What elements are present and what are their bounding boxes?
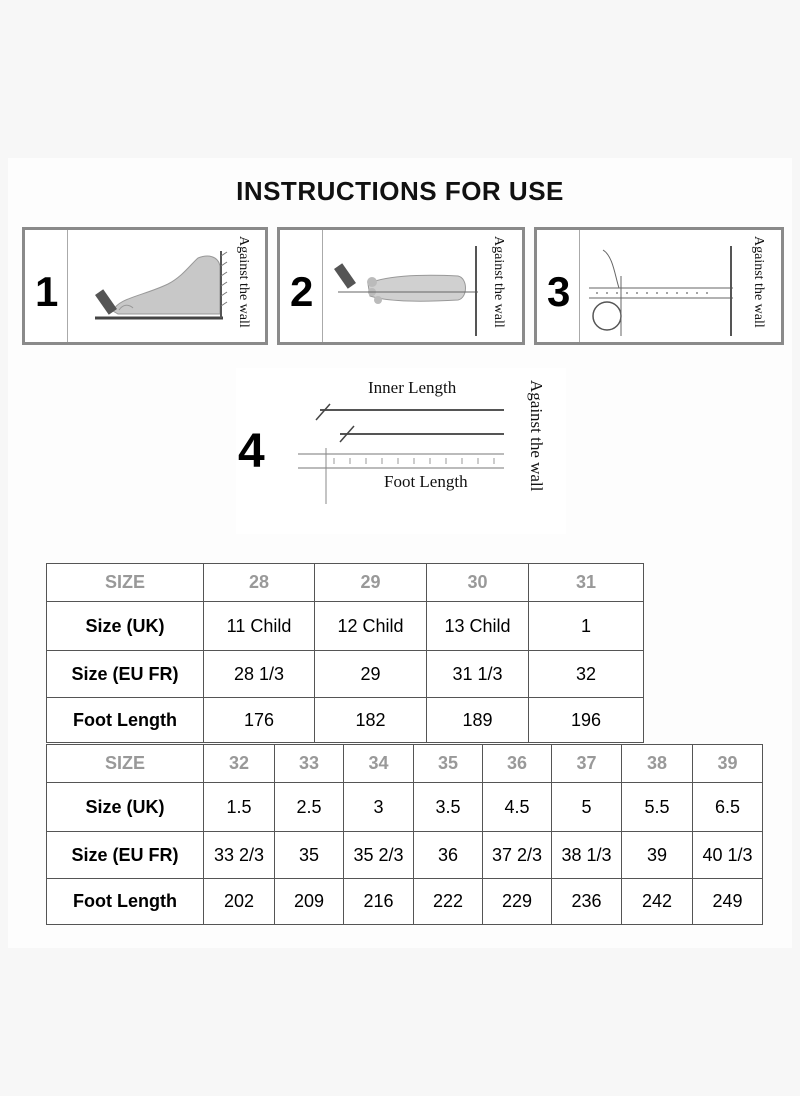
step-1-foot-illustration [73,236,243,340]
step-3-panel [534,227,784,345]
step-2-panel [277,227,525,345]
table-cell: 33 [275,745,344,783]
step-4-measure-illustration [290,396,510,506]
table-cell: 196 [529,698,644,743]
table-cell: 35 [414,745,483,783]
table-cell: 242 [622,879,693,925]
table-cell: 31 1/3 [427,651,529,698]
step-3-wall-label: Against the wall [751,236,766,328]
table-cell: 28 1/3 [204,651,315,698]
size-table-1 [46,563,644,743]
step-1-wall-label: Against the wall [236,236,251,328]
table-row [47,564,644,602]
table-cell: 36 [483,745,552,783]
table-cell: 29 [315,651,427,698]
inner-length-label: Inner Length [368,378,457,397]
step-4-wall-label: Against the wall [527,380,546,492]
table-row [47,783,763,832]
table-cell: 40 1/3 [693,832,763,879]
table-cell: 5.5 [622,783,693,832]
step-1-panel [22,227,268,345]
table-cell: 37 2/3 [483,832,552,879]
table-cell: SIZE [47,564,204,602]
table-cell: 222 [414,879,483,925]
table-cell: 249 [693,879,763,925]
table-cell: Foot Length [47,879,204,925]
table-cell: Size (UK) [47,783,204,832]
step-2-foot-illustration [328,236,488,340]
table-cell: 209 [275,879,344,925]
table-cell: 28 [204,564,315,602]
table-cell: 38 1/3 [552,832,622,879]
table-cell: 33 2/3 [204,832,275,879]
table-cell: Foot Length [47,698,204,743]
table-cell: 36 [414,832,483,879]
table-cell: 176 [204,698,315,743]
table-cell: 11 Child [204,602,315,651]
table-cell: 2.5 [275,783,344,832]
table-cell: 32 [204,745,275,783]
foot-length-label: Foot Length [384,472,468,491]
table-cell: Size (UK) [47,602,204,651]
table-cell: 3 [344,783,414,832]
table-cell: Size (EU FR) [47,651,204,698]
table-cell: Size (EU FR) [47,832,204,879]
table-cell: 39 [693,745,763,783]
table-row [47,745,763,783]
table-cell: 29 [315,564,427,602]
table-cell: 182 [315,698,427,743]
table-cell: 38 [622,745,693,783]
table-row [47,832,763,879]
size-table-2 [46,744,763,925]
table-cell: 30 [427,564,529,602]
table-cell: 1 [529,602,644,651]
step-4-panel [236,368,566,534]
table-cell: 35 2/3 [344,832,414,879]
step-4-number: 4 [238,425,265,478]
table-cell: 12 Child [315,602,427,651]
table-row [47,651,644,698]
step-2-wall-label: Against the wall [491,236,506,328]
table-cell: 229 [483,879,552,925]
table-cell: 3.5 [414,783,483,832]
table-cell: 4.5 [483,783,552,832]
table-cell: 35 [275,832,344,879]
table-cell: 202 [204,879,275,925]
table-cell: 6.5 [693,783,763,832]
table-cell: 216 [344,879,414,925]
step-2-number: 2 [290,268,314,315]
step-3-measure-illustration [583,236,743,340]
table-cell: 39 [622,832,693,879]
step-1-number: 1 [35,268,59,315]
table-cell: 189 [427,698,529,743]
table-cell: 31 [529,564,644,602]
table-cell: 5 [552,783,622,832]
table-row [47,602,644,651]
table-cell: 13 Child [427,602,529,651]
table-row [47,698,644,743]
step-3-number: 3 [547,268,571,315]
page-title: INSTRUCTIONS FOR USE [236,176,564,206]
table-cell: 236 [552,879,622,925]
table-cell: 34 [344,745,414,783]
table-cell: 37 [552,745,622,783]
table-row [47,879,763,925]
table-cell: 32 [529,651,644,698]
table-cell: SIZE [47,745,204,783]
table-cell: 1.5 [204,783,275,832]
